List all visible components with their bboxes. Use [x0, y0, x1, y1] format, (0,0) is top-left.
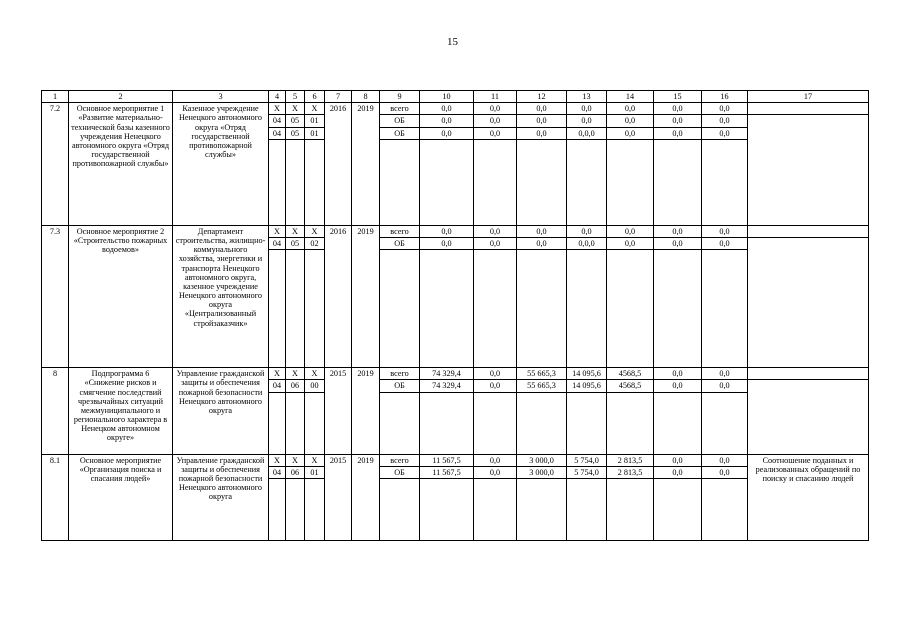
amount-cell: 0,0	[702, 466, 748, 478]
column-header: 11	[474, 91, 517, 103]
code-cell: 04	[269, 127, 286, 139]
empty-cell	[654, 478, 702, 540]
amount-cell: 2 813,5	[607, 466, 654, 478]
empty-cell	[702, 250, 748, 368]
code-cell: 01	[305, 115, 325, 127]
amount-cell: 0,0	[420, 103, 474, 115]
empty-cell	[420, 139, 474, 225]
amount-cell: 0,0	[702, 380, 748, 392]
table-row	[42, 368, 869, 380]
amount-cell: 55 665,3	[517, 368, 567, 380]
amount-cell: 0,0	[654, 454, 702, 466]
table-row	[42, 225, 869, 237]
amount-cell: 0,0	[474, 466, 517, 478]
code-cell: 05	[286, 127, 305, 139]
code-cell: X	[305, 225, 325, 237]
empty-cell	[420, 392, 474, 454]
column-header: 2	[69, 91, 173, 103]
amount-cell: 0,0,0	[567, 127, 607, 139]
executor-name: Управление гражданской защиты и обеспечения пожарной безопасности Ненецкого автономного округа	[173, 368, 269, 454]
funding-source: ОБ	[380, 466, 420, 478]
empty-cell	[305, 478, 325, 540]
amount-cell: 0,0	[420, 225, 474, 237]
amount-cell: 0,0	[607, 127, 654, 139]
column-header: 15	[654, 91, 702, 103]
amount-cell: 4568,5	[607, 380, 654, 392]
empty-cell	[380, 392, 420, 454]
empty-cell	[305, 139, 325, 225]
empty-cell	[286, 250, 305, 368]
empty-cell	[286, 139, 305, 225]
amount-cell: 0,0	[474, 380, 517, 392]
code-cell: 00	[305, 380, 325, 392]
executor-name: Казенное учреждение Ненецкого автономного округа «Отряд государственной противопожарной службы»	[173, 103, 269, 226]
empty-cell	[286, 478, 305, 540]
amount-cell: 5 754,0	[567, 454, 607, 466]
amount-cell: 0,0	[702, 127, 748, 139]
funding-source: ОБ	[380, 380, 420, 392]
amount-cell: 5 754,0	[567, 466, 607, 478]
amount-cell: 0,0	[567, 225, 607, 237]
amount-cell: 2 813,5	[607, 454, 654, 466]
column-header: 10	[420, 91, 474, 103]
empty-cell	[567, 139, 607, 225]
indicator-empty	[748, 237, 869, 367]
empty-cell	[269, 139, 286, 225]
code-cell: X	[305, 103, 325, 115]
funding-source: ОБ	[380, 127, 420, 139]
code-cell: X	[286, 368, 305, 380]
code-cell: X	[305, 368, 325, 380]
empty-cell	[567, 478, 607, 540]
amount-cell: 14 095,6	[567, 380, 607, 392]
amount-cell: 0,0	[420, 237, 474, 249]
amount-cell: 0,0	[567, 115, 607, 127]
empty-cell	[269, 478, 286, 540]
code-cell: 05	[286, 237, 305, 249]
code-cell: X	[269, 103, 286, 115]
code-cell: 01	[305, 466, 325, 478]
amount-cell: 0,0	[654, 115, 702, 127]
empty-cell	[654, 392, 702, 454]
amount-cell: 0,0	[654, 237, 702, 249]
empty-cell	[654, 250, 702, 368]
amount-cell: 0,0	[654, 225, 702, 237]
empty-cell	[607, 139, 654, 225]
amount-cell: 0,0	[702, 115, 748, 127]
empty-cell	[517, 478, 567, 540]
empty-cell	[380, 250, 420, 368]
column-header: 16	[702, 91, 748, 103]
amount-cell: 0,0	[654, 368, 702, 380]
empty-cell	[269, 392, 286, 454]
indicator-empty	[748, 115, 869, 225]
empty-cell	[474, 392, 517, 454]
amount-cell: 0,0	[474, 225, 517, 237]
code-cell: X	[286, 454, 305, 466]
start-year: 2015	[325, 368, 352, 454]
code-cell: 04	[269, 380, 286, 392]
end-year: 2019	[352, 225, 380, 367]
end-year: 2019	[352, 368, 380, 454]
amount-cell: 0,0	[420, 127, 474, 139]
row-number: 8	[42, 368, 69, 454]
amount-cell: 0,0	[654, 127, 702, 139]
empty-cell	[474, 139, 517, 225]
indicator-text: Соотношение поданных и реализованных обращений по поиску и спасанию людей	[748, 454, 869, 540]
empty-cell	[286, 392, 305, 454]
code-cell: 05	[286, 115, 305, 127]
start-year: 2015	[325, 454, 352, 540]
code-cell: 06	[286, 466, 305, 478]
amount-cell: 0,0	[702, 225, 748, 237]
program-table	[41, 90, 869, 541]
page-number: 15	[447, 36, 458, 48]
column-header: 14	[607, 91, 654, 103]
code-cell: 04	[269, 115, 286, 127]
amount-cell: 11 567,5	[420, 466, 474, 478]
amount-cell: 0,0	[517, 127, 567, 139]
amount-cell: 0,0	[474, 127, 517, 139]
amount-cell: 0,0	[702, 103, 748, 115]
indicator-empty	[748, 380, 869, 454]
funding-source: всего	[380, 103, 420, 115]
amount-cell: 0,0	[702, 368, 748, 380]
column-header: 3	[173, 91, 269, 103]
column-header: 1	[42, 91, 69, 103]
empty-cell	[474, 250, 517, 368]
column-header: 6	[305, 91, 325, 103]
amount-cell: 0,0	[474, 237, 517, 249]
code-cell: 06	[286, 380, 305, 392]
empty-cell	[567, 250, 607, 368]
empty-cell	[654, 139, 702, 225]
funding-source: ОБ	[380, 115, 420, 127]
indicator-text	[748, 225, 869, 237]
executor-name: Департамент строительства, жилищно-коммунального хозяйства, энергетики и транспорта Ненецкого автономного округа, казенное учреждение Ненецкого автономного округа «Централизованный стройзаказчик»	[173, 225, 269, 367]
amount-cell: 0,0	[474, 368, 517, 380]
activity-name: Основное мероприятие «Организация поиска и спасания людей»	[69, 454, 173, 540]
empty-cell	[517, 392, 567, 454]
activity-name: Основное мероприятие 1 «Развитие материально-технической базы казенного учреждения Ненецкого автономного округа «Отряд государственной противопожарной службы»	[69, 103, 173, 226]
amount-cell: 0,0	[420, 115, 474, 127]
activity-name: Подпрограмма 6 «Снижение рисков и смягчение последствий чрезвычайных ситуаций межмуниципального и регионального характера в Ненецком автономном округе»	[69, 368, 173, 454]
column-header: 12	[517, 91, 567, 103]
funding-source: ОБ	[380, 237, 420, 249]
empty-cell	[380, 139, 420, 225]
code-cell: 02	[305, 237, 325, 249]
empty-cell	[474, 478, 517, 540]
table-row	[42, 454, 869, 466]
table-row	[42, 103, 869, 115]
amount-cell: 0,0	[474, 103, 517, 115]
amount-cell: 0,0	[474, 454, 517, 466]
column-header: 9	[380, 91, 420, 103]
amount-cell: 0,0	[517, 115, 567, 127]
activity-name: Основное мероприятие 2 «Строительство пожарных водоемов»	[69, 225, 173, 367]
code-cell: X	[286, 225, 305, 237]
amount-cell: 3 000,0	[517, 466, 567, 478]
amount-cell: 74 329,4	[420, 368, 474, 380]
column-header: 13	[567, 91, 607, 103]
row-number: 8.1	[42, 454, 69, 540]
funding-source: всего	[380, 454, 420, 466]
funding-source: всего	[380, 225, 420, 237]
code-cell: X	[305, 454, 325, 466]
code-cell: X	[269, 454, 286, 466]
empty-cell	[305, 250, 325, 368]
amount-cell: 0,0	[517, 225, 567, 237]
code-cell: 04	[269, 237, 286, 249]
empty-cell	[380, 478, 420, 540]
empty-cell	[305, 392, 325, 454]
end-year: 2019	[352, 103, 380, 226]
empty-cell	[420, 478, 474, 540]
indicator-text	[748, 103, 869, 115]
empty-cell	[420, 250, 474, 368]
start-year: 2016	[325, 225, 352, 367]
amount-cell: 0,0	[702, 454, 748, 466]
column-header: 8	[352, 91, 380, 103]
column-header: 4	[269, 91, 286, 103]
row-number: 7.2	[42, 103, 69, 226]
code-cell: X	[269, 225, 286, 237]
amount-cell: 0,0	[607, 237, 654, 249]
empty-cell	[702, 392, 748, 454]
empty-cell	[607, 392, 654, 454]
amount-cell: 0,0	[654, 380, 702, 392]
amount-cell: 74 329,4	[420, 380, 474, 392]
empty-cell	[517, 139, 567, 225]
end-year: 2019	[352, 454, 380, 540]
empty-cell	[702, 478, 748, 540]
empty-cell	[702, 139, 748, 225]
code-cell: 01	[305, 127, 325, 139]
column-header: 7	[325, 91, 352, 103]
amount-cell: 0,0,0	[567, 237, 607, 249]
amount-cell: 0,0	[702, 237, 748, 249]
code-cell: 04	[269, 466, 286, 478]
amount-cell: 0,0	[607, 115, 654, 127]
column-header: 17	[748, 91, 869, 103]
funding-source: всего	[380, 368, 420, 380]
amount-cell: 0,0	[474, 115, 517, 127]
column-header: 5	[286, 91, 305, 103]
empty-cell	[567, 392, 607, 454]
row-number: 7.3	[42, 225, 69, 367]
amount-cell: 3 000,0	[517, 454, 567, 466]
indicator-text	[748, 368, 869, 380]
empty-cell	[517, 250, 567, 368]
amount-cell: 0,0	[654, 466, 702, 478]
empty-cell	[607, 478, 654, 540]
start-year: 2016	[325, 103, 352, 226]
amount-cell: 0,0	[517, 103, 567, 115]
code-cell: X	[269, 368, 286, 380]
empty-cell	[269, 250, 286, 368]
code-cell: X	[286, 103, 305, 115]
executor-name: Управление гражданской защиты и обеспечения пожарной безопасности Ненецкого автономного округа	[173, 454, 269, 540]
amount-cell: 14 095,6	[567, 368, 607, 380]
amount-cell: 0,0	[517, 237, 567, 249]
amount-cell: 0,0	[607, 225, 654, 237]
empty-cell	[607, 250, 654, 368]
amount-cell: 0,0	[654, 103, 702, 115]
header-row	[42, 91, 869, 103]
amount-cell: 0,0	[607, 103, 654, 115]
amount-cell: 11 567,5	[420, 454, 474, 466]
amount-cell: 55 665,3	[517, 380, 567, 392]
amount-cell: 4568,5	[607, 368, 654, 380]
amount-cell: 0,0	[567, 103, 607, 115]
